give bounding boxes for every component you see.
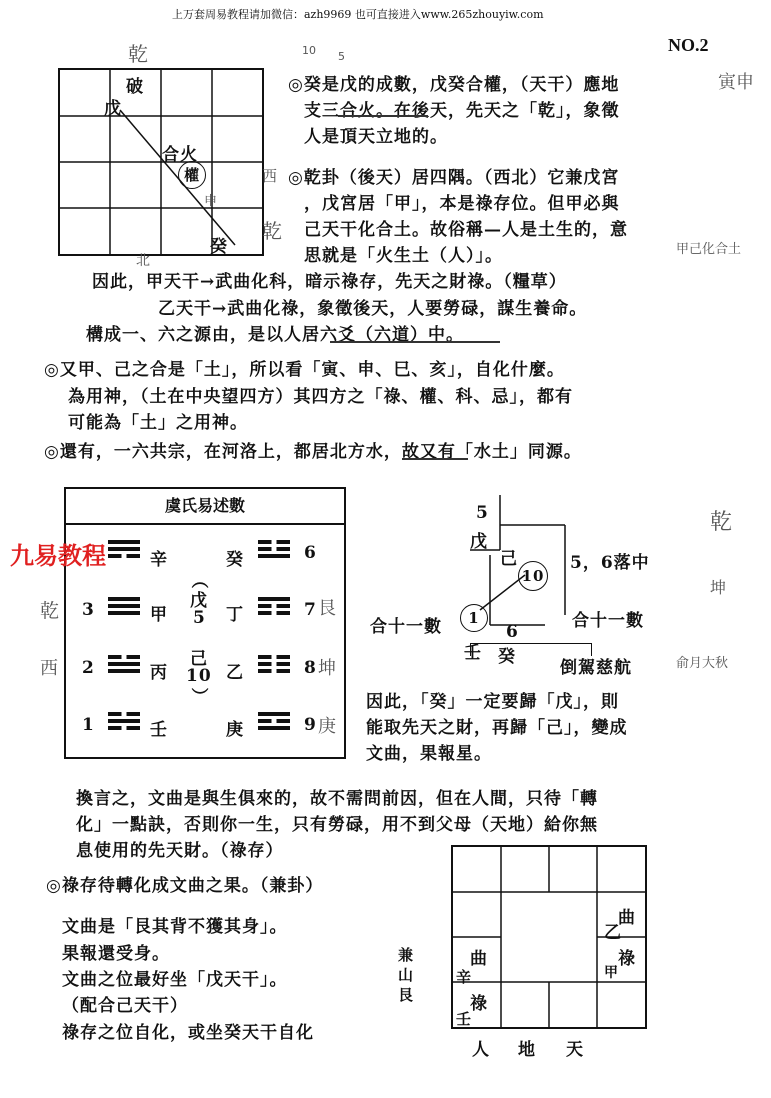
fig1-quan-circle: 權: [178, 161, 206, 189]
fig2-56: 5，6落中: [570, 553, 650, 573]
trigram-li: [258, 712, 290, 730]
underline-renjuliuyao: [330, 341, 500, 343]
para2-line3: 己天干化合土。故俗稱—人是土生的，意: [304, 220, 628, 240]
hw-shen: 申: [204, 194, 218, 209]
underline-sanhehuo: [338, 115, 428, 117]
fig2-daojia: 倒駕慈航: [560, 658, 632, 678]
fig3-xin: 辛: [456, 968, 473, 986]
hw-xi: 西: [262, 167, 278, 185]
stem-gui: 癸: [226, 550, 244, 570]
stem-bing: 丙: [150, 663, 168, 683]
para6-line1: 因此，「癸」一定要歸「戊」，則: [366, 692, 619, 712]
header-watermark-text: 上万套周易教程请加微信：azh9969 也可直接进入www.265zhouyiw.com: [172, 8, 544, 21]
fig2-he-right: 合十一數: [572, 611, 644, 631]
para8-line1: ◎祿存待轉化成文曲之果。（兼卦）: [46, 876, 324, 896]
box-num-8: 8: [304, 658, 317, 678]
fig3-qu1: 曲: [618, 908, 636, 928]
fig3-tian-bottom: 天: [566, 1040, 584, 1060]
hw-5: 5: [338, 50, 345, 63]
para2-line4: 思就是「火生土（人）」。: [304, 246, 503, 266]
para9-line2: 果報還受身。: [62, 944, 170, 964]
box-num-6: 6: [304, 543, 317, 563]
trigram-qian: [108, 597, 140, 615]
fig2-ji: 己: [500, 549, 518, 569]
para9-line4: （配合己天干）: [62, 996, 188, 1016]
fig2-gui: 癸: [498, 647, 516, 667]
page-number: NO.2: [668, 35, 709, 55]
para5-line1: ◎還有，一六共宗，在河洛上，都居北方水，故又有「水土」同源。: [44, 442, 582, 462]
figure-grid-1: [58, 68, 264, 256]
fig2-5: 5: [476, 503, 489, 523]
para6-line3: 文曲，果報星。: [366, 744, 492, 764]
hw-gen: 艮: [318, 598, 336, 619]
fig1-gui: 癸: [210, 237, 228, 257]
center-wu: 戊: [190, 591, 208, 611]
hw-qian2: 乾: [262, 219, 282, 243]
fig3-ren-bottom: 人: [472, 1040, 490, 1060]
trigram-gen: [258, 597, 290, 615]
center-5: 5: [193, 608, 206, 628]
fig3-qu2: 曲: [470, 949, 488, 969]
hw-side-qian: 乾: [40, 600, 60, 622]
para1-line2: 支三合火。在後天，先天之「乾」，象徵: [304, 101, 620, 121]
trigram-kun: [258, 655, 290, 673]
hw-geng: 庚: [318, 716, 336, 737]
para7-line1: 換言之，文曲是與生俱來的，故不需問前因，但在人間，只待「轉: [76, 789, 598, 809]
box-num-3: 3: [82, 600, 95, 620]
hw-note: 俞月大秋: [676, 656, 729, 671]
para9-line3: 文曲之位最好坐「戊天干」。: [62, 970, 288, 990]
stem-geng: 庚: [226, 720, 244, 740]
hw-qian3: 乾: [710, 510, 733, 535]
fig3-yi: 乙: [604, 923, 622, 943]
stem-ren: 壬: [150, 720, 168, 740]
fig3-lu2: 祿: [470, 994, 488, 1014]
trigram-kan: [108, 712, 140, 730]
stem-yi: 乙: [226, 663, 244, 683]
underline-beifangshui: [402, 458, 468, 460]
fig3-jian: 兼: [398, 946, 415, 964]
grid-lines: [60, 70, 262, 254]
para9-line1: 文曲是「艮其背不獲其身」。: [62, 917, 288, 937]
para2-line2: ，戊宮居「甲」，本是祿存位。但甲必與: [304, 194, 620, 214]
para3-line1: 因此，甲天干→武曲化科，暗示祿存，先天之財祿。（糧草）: [92, 272, 567, 292]
para9-line5: 祿存之位自化，或坐癸天干自化: [62, 1023, 314, 1043]
stem-xin: 辛: [150, 550, 168, 570]
center-paren-open: （: [188, 571, 209, 590]
para3-line3: 構成一、六之源由，是以人居六爻（六道）中。: [86, 325, 464, 345]
box-num-2: 2: [82, 658, 95, 678]
para3-line2: 乙天干→武曲化祿，象徵後天，人要勞碌，謀生養命。: [158, 299, 588, 319]
hw-yinshen: 寅申: [718, 72, 754, 93]
para1-line3: 人是頂天立地的。: [304, 127, 448, 147]
fig3-jia: 甲: [604, 965, 619, 981]
center-ji: 己: [190, 649, 208, 669]
hw-kun: 坤: [318, 658, 336, 679]
yushi-box-title: 虞氏易述數: [66, 489, 344, 525]
fig2-he-left: 合十一數: [370, 617, 442, 637]
para7-line2: 化」一點訣，否則你一生，只有勞碌，用不到父母（天地）給你無: [76, 815, 598, 835]
fig1-po: 破: [126, 77, 144, 97]
fig2-10-circle: 10: [518, 561, 548, 591]
fig2-6: 6: [506, 622, 519, 642]
fig2-wu: 戊: [470, 532, 488, 552]
para4-line2: 為用神，（土在中央望四方）其四方之「祿、權、科、忌」，都有: [68, 387, 573, 407]
hw-xi2: 西: [40, 658, 58, 679]
hw-bei: 北: [136, 253, 150, 269]
para4-line3: 可能為「土」之用神。: [68, 413, 248, 433]
para2-line1: ◎乾卦（後天）居四隅。（西北）它兼戊宮: [288, 168, 620, 188]
hw-qian-top: 乾: [128, 42, 148, 66]
hw-jiaji: 甲己化合土: [676, 242, 742, 257]
box-num-9: 9: [304, 715, 317, 735]
center-paren-close: ）: [188, 687, 209, 706]
box-num-7: 7: [304, 600, 317, 620]
fig1-wu: 戊: [104, 99, 122, 119]
para6-line2: 能取先天之財，再歸「己」，變成: [366, 718, 628, 738]
para4-line1: ◎又甲、己之合是「土」，所以看「寅、申、巳、亥」，自化什麼。: [44, 360, 565, 380]
hw-10: 10: [302, 44, 316, 57]
trigram-dui: [108, 655, 140, 673]
stem-ding: 丁: [226, 605, 244, 625]
fig2-1-circle: 1: [460, 604, 488, 632]
watermark-logo: 九易教程: [10, 542, 106, 570]
box-num-1: 1: [82, 715, 95, 735]
fig1-hehuo: 合火: [162, 145, 198, 165]
trigram-xun: [108, 540, 140, 558]
para1-line1: ◎癸是戊的成數，戊癸合權，（天干）應地: [288, 75, 620, 95]
center-10: 10: [186, 666, 212, 686]
fig3-gen: 艮: [398, 986, 415, 1004]
fig3-ren: 壬: [456, 1010, 473, 1028]
trigram-zhen: [258, 540, 290, 558]
fig3-lu1: 祿: [618, 949, 636, 969]
fig3-di-bottom: 地: [518, 1040, 536, 1060]
para7-line3: 息使用的先天財。（祿存）: [76, 841, 284, 861]
fig2-ren: 壬: [464, 643, 482, 663]
stem-jia: 甲: [150, 605, 168, 625]
hw-kun2: 坤: [710, 578, 727, 597]
fig3-shan: 山: [398, 966, 415, 984]
